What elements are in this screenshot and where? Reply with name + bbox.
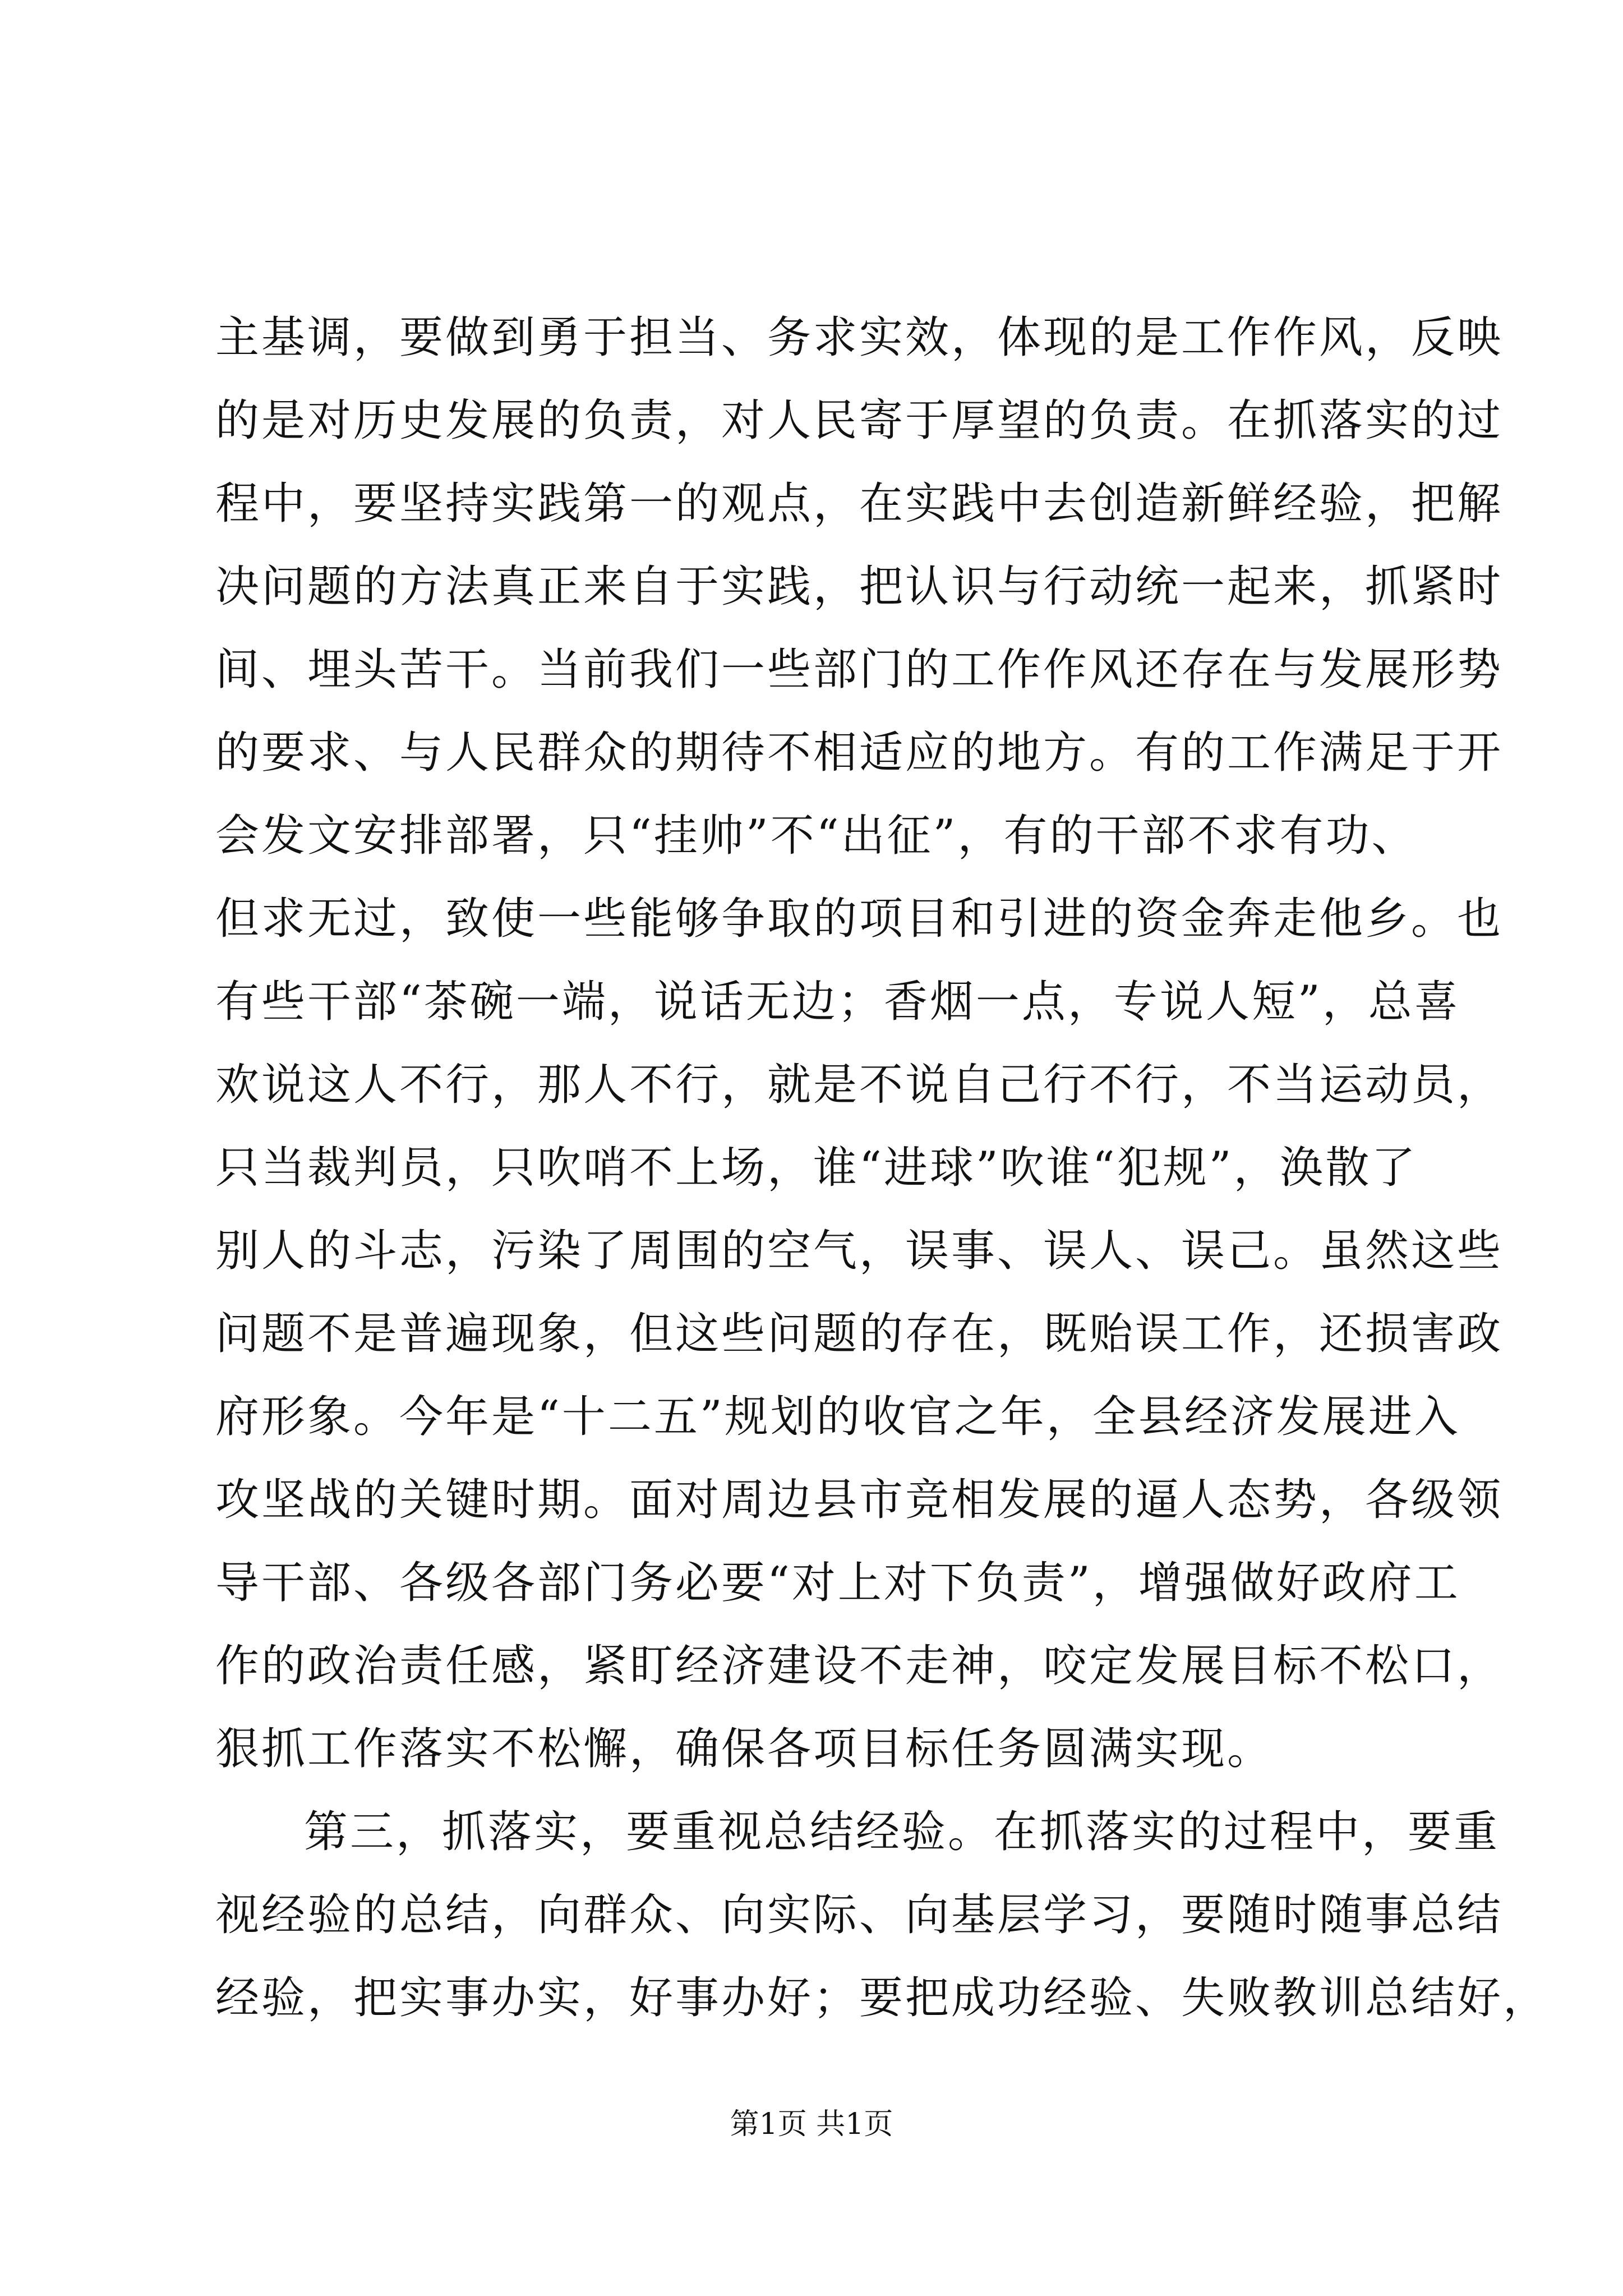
page-footer: 第1页 共1页 bbox=[730, 2108, 893, 2141]
text-line: 别人的斗志，污染了周围的空气，误事、误人、误己。虽然这些 bbox=[215, 1226, 1504, 1276]
text-line: 但求无过，致使一些能够争取的项目和引进的资金奔走他乡。也 bbox=[215, 894, 1504, 944]
text-line: 只当裁判员，只吹哨不上场，谁“进球”吹谁“犯规”，涣散了 bbox=[215, 1143, 1418, 1193]
text-line: 有些干部“茶碗一端，说话无边；香烟一点，专说人短”，总喜 bbox=[215, 977, 1460, 1027]
text-line: 问题不是普遍现象，但这些问题的存在，既贻误工作，还损害政 bbox=[215, 1309, 1504, 1359]
text-line: 的要求、与人民群众的期待不相适应的地方。有的工作满足于开 bbox=[215, 728, 1504, 778]
text-line: 的是对历史发展的负责，对人民寄于厚望的负责。在抓落实的过 bbox=[215, 395, 1504, 446]
text-line: 程中，要坚持实践第一的观点，在实践中去创造新鲜经验，把解 bbox=[215, 478, 1504, 529]
text-line: 欢说这人不行，那人不行，就是不说自己行不行，不当运动员， bbox=[215, 1060, 1504, 1110]
paragraph-start-line: 第三，抓落实，要重视总结经验。在抓落实的过程中，要重 bbox=[304, 1807, 1500, 1857]
text-line: 导干部、各级各部门务必要“对上对下负责”，增强做好政府工 bbox=[215, 1558, 1460, 1608]
text-line: 主基调，要做到勇于担当、务求实效，体现的是工作作风，反映 bbox=[215, 312, 1504, 363]
text-line: 经验，把实事办实，好事办好；要把成功经验、失败教训总结好， bbox=[215, 1973, 1550, 2023]
text-line: 间、埋头苦干。当前我们一些部门的工作作风还存在与发展形势 bbox=[215, 645, 1504, 695]
text-line: 会发文安排部署，只“挂帅”不“出征”，有的干部不求有功、 bbox=[215, 811, 1418, 861]
text-line: 府形象。今年是“十二五”规划的收官之年，全县经济发展进入 bbox=[215, 1392, 1460, 1442]
text-line: 狠抓工作落实不松懈，确保各项目标任务圆满实现。 bbox=[215, 1724, 1274, 1774]
text-line: 作的政治责任感，紧盯经济建设不走神，咬定发展目标不松口， bbox=[215, 1641, 1504, 1691]
text-line: 决问题的方法真正来自于实践，把认识与行动统一起来，抓紧时 bbox=[215, 562, 1504, 612]
text-line: 视经验的总结，向群众、向实际、向基层学习，要随时随事总结 bbox=[215, 1890, 1504, 1940]
text-line: 攻坚战的关键时期。面对周边县市竞相发展的逼人态势，各级领 bbox=[215, 1475, 1504, 1525]
